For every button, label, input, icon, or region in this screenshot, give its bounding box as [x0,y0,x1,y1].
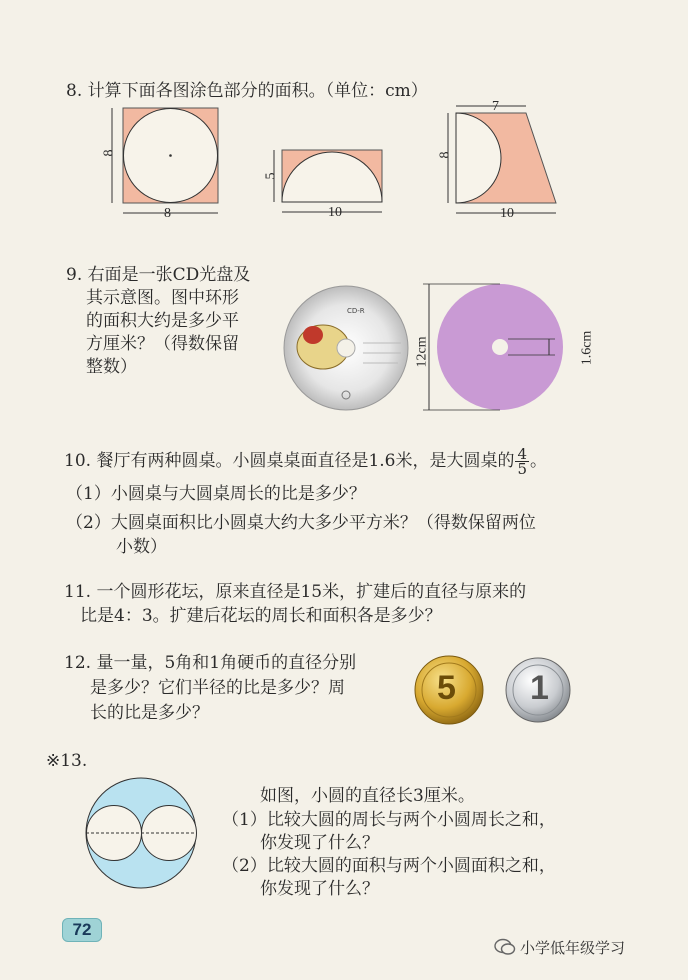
watermark-text: 小学低年级学习 [520,939,626,957]
q12-line3: 长的比是多少？ [90,703,209,723]
cd-outer-dim: 12cm [414,336,430,368]
cd-diagram [415,280,565,420]
q8-fig3-left: 8 [437,151,453,159]
q10-sub2b: 小数） [116,537,167,557]
q10-sub2: （2）大圆桌面积比小圆桌大约大多少平方米？（得数保留两位 [66,513,536,533]
coin-1-digit: 1 [530,669,549,707]
q9-line5: 整数） [86,357,137,377]
q8-text: 8. 计算下面各图涂色部分的面积。（单位：cm） [66,81,428,101]
q11-line1: 11. 一个圆形花坛，原来直径是15米，扩建后的直径与原来的 [64,582,527,602]
q9-line2: 其示意图。图中环形 [86,288,239,308]
coin-5-digit: 5 [437,669,456,707]
q10-end: 。 [530,451,548,471]
q8-fig3-bottom: 10 [500,206,514,221]
q9-line1: 9. 右面是一张CD光盘及 [66,265,251,285]
cd-inner-dim: 1.6cm [579,330,595,366]
q13-sub1b: 你发现了什么？ [260,833,379,853]
q10-text: 10. 餐厅有两种圆桌。小圆桌桌面直径是1.6米，是大圆桌的 [64,451,515,471]
q8-fig3-top: 7 [492,99,499,114]
q10-frac-den: 5 [517,460,528,478]
wechat-icon [494,938,516,956]
q10-sub1: （1）小圆桌与大圆桌周长的比是多少？ [66,484,366,504]
cd-disc-photo [283,285,413,415]
q9-line3: 的面积大约是多少平 [86,311,239,331]
q12-line1: 12. 量一量，5角和1角硬币的直径分别 [64,653,357,673]
q11-line2: 比是4：3。扩建后花坛的周长和面积各是多少？ [80,606,442,626]
page-number: 72 [62,918,102,942]
q12-line2: 是多少？它们半径的比是多少？周 [90,678,345,698]
q13-circles-figure [84,775,204,895]
q8-fig2-height: 5 [263,172,279,180]
q10-line-main [64,447,547,476]
q10-fraction [515,447,529,476]
q8-fig1-side-v: 8 [101,149,117,157]
q13-sub1a: （1）比较大圆的周长与两个小圆周长之和， [222,810,556,830]
q13-label: ※13. [46,751,88,771]
q10-frac-num: 4 [517,445,528,463]
q8-fig1-side-h: 8 [164,206,171,221]
cd-label: CD-R [347,307,365,315]
q8-fig2-width: 10 [328,205,342,220]
q13-sub2a: （2）比较大圆的面积与两个小圆面积之和， [222,856,556,876]
q13-line1: 如图，小圆的直径长3厘米。 [260,786,475,806]
q9-line4: 方厘米？（得数保留 [86,334,239,354]
q13-sub2b: 你发现了什么？ [260,879,379,899]
